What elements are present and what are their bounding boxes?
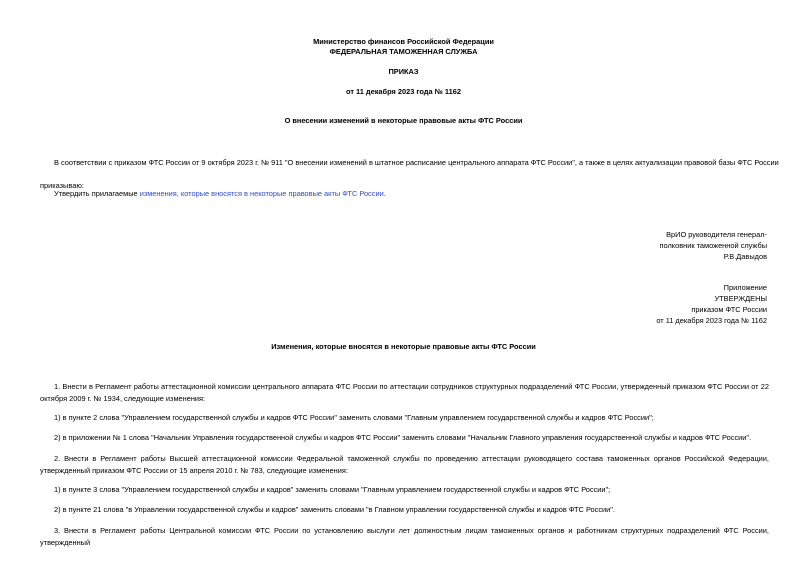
signature-block [660, 229, 768, 262]
appendix-line-4: от 11 декабря 2023 года № 1162 [656, 316, 767, 325]
service-name: ФЕДЕРАЛЬНАЯ ТАМОЖЕННАЯ СЛУЖБА [329, 47, 478, 56]
appendix-stamp [656, 282, 767, 326]
approve-prefix: Утвердить прилагаемые [54, 189, 140, 198]
approve-suffix: . [383, 189, 386, 198]
appendix-title: Изменения, которые вносятся в некоторые правовые акты ФТС России [271, 342, 536, 351]
item-1-1: 1) в пункте 2 слова "Управлением государственной службы и кадров ФТС России" заменить словами "Главным управлением государственной службы и кадров ФТС России"; [54, 413, 654, 422]
item-3: 3. Внести в Регламент работы Центральной комиссии ФТС России по установлению выслуги лет должностным лицам таможенных органов и работникам структурных подразделений ФТС России, утвержденный [40, 526, 769, 547]
preamble: В соответствии с приказом ФТС России от 9 октября 2023 г. № 911 "О внесении изменений в штатное расписание центрального аппарата ФТС России", а также в целях актуализации правовой базы ФТС России [54, 158, 779, 167]
document-date: от 11 декабря 2023 года № 1162 [346, 87, 461, 96]
order-word: приказываю: [40, 181, 84, 190]
appendix-line-2: УТВЕРЖДЕНЫ [714, 294, 767, 303]
item-1-2: 2) в приложении № 1 слова "Начальник Управления государственной службы и кадров ФТС России" заменить словами "Начальник Главного управления государственной службы и кадров ФТС России". [54, 433, 752, 442]
item-2: 2. Внести в Регламент работы Высшей аттестационной комиссии Федеральной таможенной службы по проведению аттестации руководящего состава таможенных органов Российской Федерации, утвержденный приказом ФТС России от 15 апреля 2010 г. № 783, следующие изменения: [40, 454, 769, 475]
appendix-line-1: Приложение [723, 283, 767, 292]
item-1: 1. Внести в Регламент работы аттестационной комиссии центрального аппарата ФТС России по аттестации сотрудников структурных подразделений ФТС России, утвержденный приказом ФТС России от 22 октября 2009 г. № 1934, следующие изменения: [40, 382, 769, 403]
signature-line-2: полковник таможенной службы [659, 241, 767, 250]
signature-line-3: Р.В.Давыдов [723, 252, 767, 261]
changes-link[interactable]: изменения, которые вносятся в некоторые правовые акты ФТС России [139, 189, 384, 198]
document-type: ПРИКАЗ [388, 67, 419, 76]
approve-paragraph [54, 188, 386, 200]
item-2-2: 2) в пункте 21 слова "в Управлении государственной службы и кадров" заменить словами "в Главном управлении государственной службы и кадров ФТС России". [54, 505, 615, 514]
item-2-1: 1) в пункте 3 слова "Управлением государственной службы и кадров" заменить словами "Главным управлением государственной службы и кадров ФТС России"; [54, 485, 611, 494]
document-title: О внесении изменений в некоторые правовые акты ФТС России [284, 116, 523, 125]
signature-line-1: ВрИО руководителя генерал- [666, 230, 767, 239]
appendix-line-3: приказом ФТС России [691, 305, 767, 314]
ministry-name: Министерство финансов Российской Федерации [313, 37, 494, 46]
